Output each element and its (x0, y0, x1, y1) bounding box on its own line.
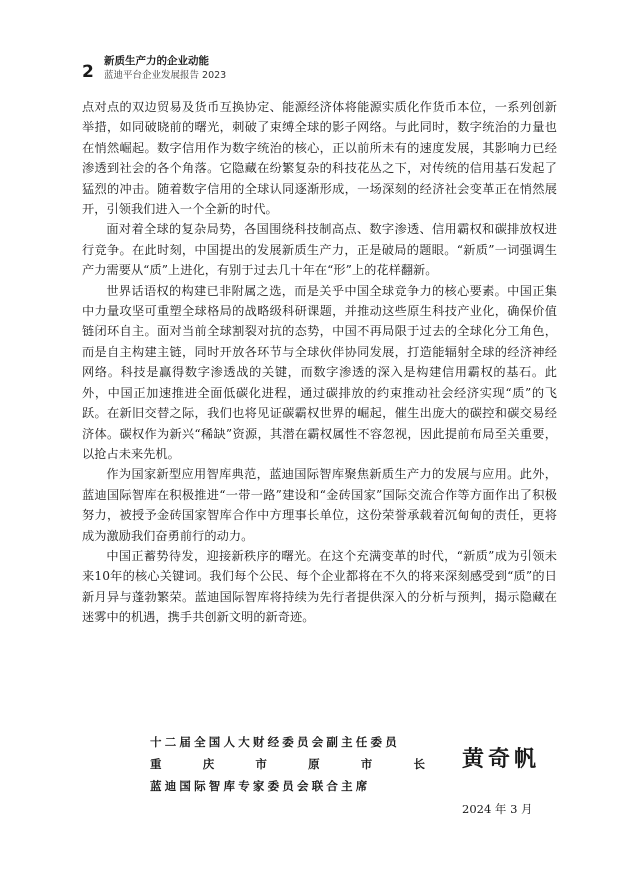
paragraph: 面对着全球的复杂局势，各国围绕科技制高点、数字渗透、信用霸权和碳排放权进行竞争。在此时刻，中国提出的发展新质生产力，正是破局的题眼。“新质”一词强调生产力需要从“质”上进化，有别于过去几十年在“形”上的花样翻新。 (82, 222, 557, 278)
title-char: 市 (255, 757, 267, 771)
title-char: 市 (360, 757, 373, 771)
title-char: 长 (413, 757, 425, 771)
header-subtitle: 蓝迪平台企业发展报告 2023 (104, 70, 227, 81)
paragraph: 中国正蓄势待发，迎接新秩序的曙光。在这个充满变革的时代，“新质”成为引领未来10年的核心关键词。我们每个公民、每个企业都将在不久的将来深刻感受到“质”的日新月异与蓬勃繁荣。蓝迪国际智库将持续为先行者提供深入的分析与预判，揭示隐藏在迷雾中的机遇，携手共创新文明的新奇迹。 (82, 548, 557, 625)
running-header (82, 52, 562, 88)
title-char: 重 (150, 757, 162, 771)
signature-date: 2024 年 3 月 (462, 802, 533, 816)
page-number: 2 (82, 62, 94, 82)
header-title: 新质生产力的企业动能 (104, 55, 209, 67)
signer-title-line-2 (150, 754, 425, 774)
title-char: 庆 (202, 757, 215, 771)
signer-title-line-3: 蓝迪国际智库专家委员会联合主席 (150, 779, 371, 793)
paragraph: 点对点的双边贸易及货币互换协定、能源经济体将能源实质化作货币本位，一系列创新举措，如同破晓前的曙光，刺破了束缚全球的影子网络。与此同时，数字统治的力量也在悄然崛起。数字信用作为数字统治的核心，正以前所未有的速度发展，其影响力已经渗透到社会的各个角落。它隐藏在纷繁复杂的科技花丛之下，对传统的信用基石发起了猛烈的冲击。随着数字信用的全球认同逐渐形成，一场深刻的经济社会变革正在悄然展开，引领我们进入一个全新的时代。 (82, 100, 557, 217)
signer-title-line-1: 十二届全国人大财经委员会副主任委员 (150, 735, 400, 749)
paragraph: 世界话语权的构建已非附属之选，而是关乎中国全球竞争力的核心要素。中国正集中力量攻坚可重塑全球格局的战略级科研课题，并推动这些原生科技产业化，确保价值链闭环自主。面对当前全球割裂对抗的态势，中国不再局限于过去的全球化分工角色，而是自主构建主链，同时开放各环节与全球伙伴协同发展，打造能辐射全球的经济神经网络。科技是赢得数字渗透战的关键，而数字渗透的深入是构建信用霸权的基石。此外，中国正加速推进全面低碳化进程，通过碳排放的约束推动社会经济实现“质”的飞跃。在新旧交替之际，我们也将见证碳霸权世界的崛起，催生出庞大的碳控和碳交易经济体。碳权作为新兴“稀缺”资源，其潜在霸权属性不容忽视，因此提前布局至关重要，以抢占未来先机。 (82, 283, 557, 461)
body-text (82, 97, 557, 628)
title-char: 原 (308, 757, 320, 771)
signer-name: 黄奇帆 (462, 746, 541, 772)
signature-block (150, 732, 570, 842)
paragraph: 作为国家新型应用智库典范，蓝迪国际智库聚焦新质生产力的发展与应用。此外，蓝迪国际智库在积极推进“一带一路”建设和“金砖国家”国际交流合作等方面作出了积极努力，被授予金砖国家智库合作中方理事长单位，这份荣誉承载着沉甸甸的责任，更将成为激励我们奋勇前行的动力。 (82, 467, 557, 543)
